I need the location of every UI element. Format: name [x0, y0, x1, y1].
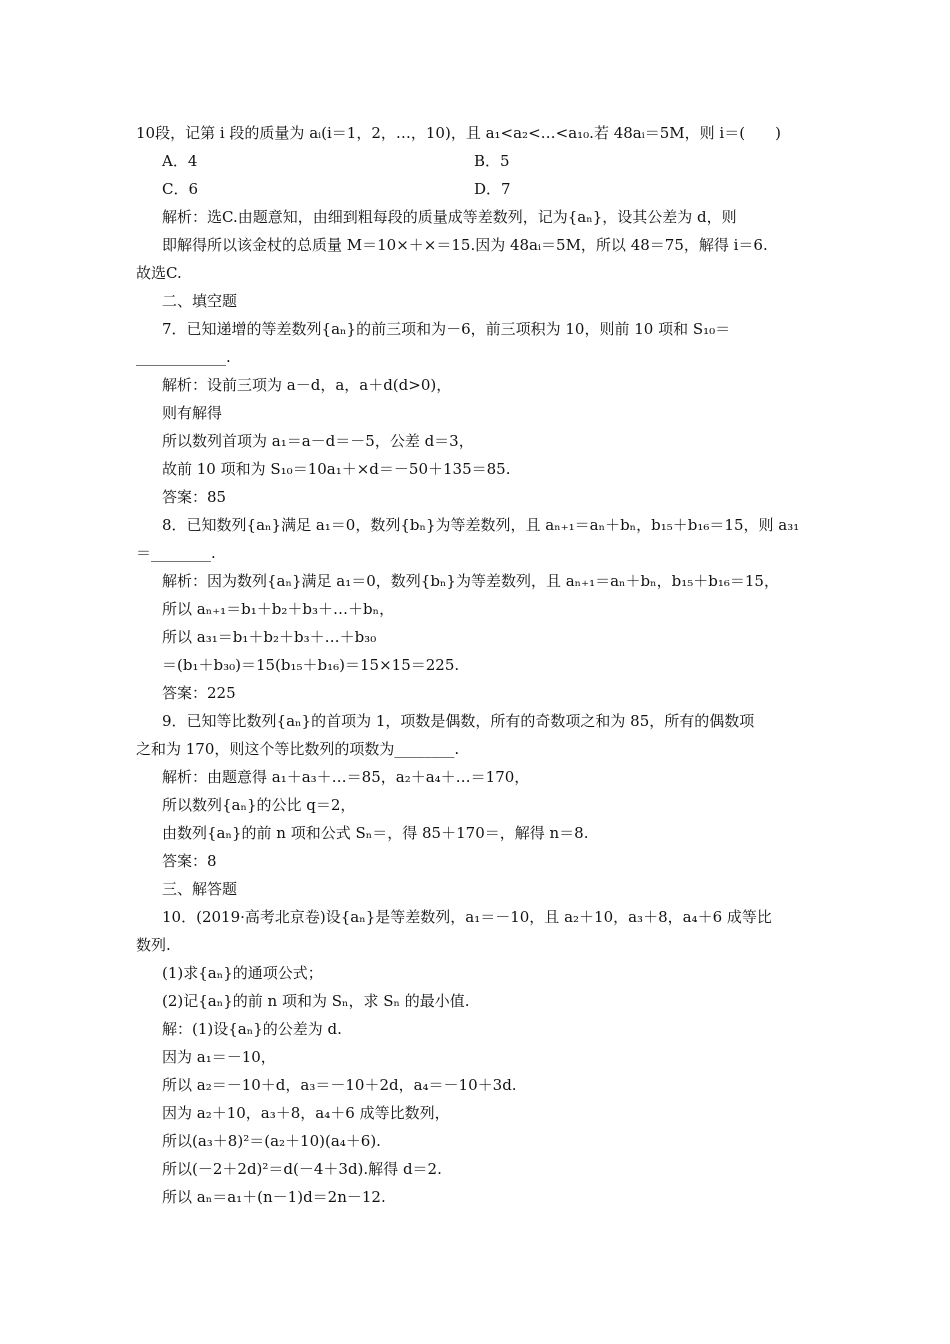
q9-solution-line: 所以数列{aₙ}的公比 q＝2， [162, 796, 356, 814]
q9-answer: 答案：8 [162, 852, 217, 870]
q10-solution-line: 所以 aₙ＝a₁＋(n－1)d＝2n－12. [162, 1188, 386, 1206]
q10-solution-line: 解：(1)设{aₙ}的公差为 d. [162, 1020, 342, 1038]
q10-solution-line: 因为 a₁＝－10， [162, 1048, 276, 1066]
q10-stem: 10．(2019·高考北京卷)设{aₙ}是等差数列，a₁＝－10，且 a₂＋10，a₃＋8，a₄＋6 成等比 [162, 908, 772, 926]
q8-answer: 答案：225 [162, 684, 236, 702]
q10-solution-line: 所以 a₂＝－10＋d，a₃＝－10＋2d，a₄＝－10＋3d. [162, 1076, 517, 1094]
q9-stem: 9．已知等比数列{aₙ}的首项为 1，项数是偶数，所有的奇数项之和为 85，所有的偶数项 [162, 712, 755, 730]
q10-solution-line: 所以(－2＋2d)²＝d(－4＋3d).解得 d＝2. [162, 1160, 442, 1178]
q10-part-2: (2)记{aₙ}的前 n 项和为 Sₙ，求 Sₙ 的最小值. [162, 992, 470, 1010]
q10-solution-line: 因为 a₂＋10，a₃＋8，a₄＋6 成等比数列， [162, 1104, 450, 1122]
q6-option-b: B．5 [474, 152, 510, 170]
q7-stem-blank: ____________. [136, 348, 231, 366]
q7-solution-line: 故前 10 项和为 S₁₀＝10a₁＋×d＝－50＋135＝85. [162, 460, 511, 478]
section-heading-fill-in: 二、填空题 [162, 292, 238, 310]
q6-option-c: C．6 [162, 180, 199, 198]
q8-stem-blank: ＝________. [136, 544, 216, 562]
q6-solution-line: 解析：选C.由题意知，由细到粗每段的质量成等差数列，记为{aₙ}，设其公差为 d，则 [162, 208, 737, 226]
q8-solution-line: 所以 a₃₁＝b₁＋b₂＋b₃＋…＋b₃₀ [162, 628, 377, 646]
q8-solution-line: ＝(b₁＋b₃₀)＝15(b₁₅＋b₁₆)＝15×15＝225. [162, 656, 460, 674]
q9-solution-line: 由数列{aₙ}的前 n 项和公式 Sₙ＝，得 85＋170＝，解得 n＝8. [162, 824, 589, 842]
section-heading-solve: 三、解答题 [162, 880, 238, 898]
q9-solution-line: 解析：由题意得 a₁＋a₃＋…＝85，a₂＋a₄＋…＝170， [162, 768, 530, 786]
q8-stem: 8．已知数列{aₙ}满足 a₁＝0，数列{bₙ}为等差数列，且 aₙ₊₁＝aₙ＋bₙ，b₁₅＋b₁₆＝15，则 a₃₁ [162, 516, 800, 534]
q7-stem: 7．已知递增的等差数列{aₙ}的前三项和为－6，前三项积为 10，则前 10 项和 S₁₀＝ [162, 320, 731, 338]
q7-solution-line: 则有解得 [162, 404, 223, 422]
q7-answer: 答案：85 [162, 488, 227, 506]
q8-solution-line: 解析：因为数列{aₙ}满足 a₁＝0，数列{bₙ}为等差数列，且 aₙ₊₁＝aₙ＋bₙ，b₁₅＋b₁₆＝15， [162, 572, 779, 590]
q8-solution-line: 所以 aₙ₊₁＝b₁＋b₂＋b₃＋…＋bₙ， [162, 600, 395, 618]
q6-solution-line: 故选C. [136, 264, 182, 282]
q10-solution-line: 所以(a₃＋8)²＝(a₂＋10)(a₄＋6). [162, 1132, 381, 1150]
q10-part-1: (1)求{aₙ}的通项公式； [162, 964, 323, 982]
q6-option-a: A．4 [162, 152, 198, 170]
q7-solution-line: 所以数列首项为 a₁＝a－d＝－5，公差 d＝3， [162, 432, 474, 450]
q7-solution-line: 解析：设前三项为 a－d，a，a＋d(d>0)， [162, 376, 452, 394]
q9-stem-cont: 之和为 170，则这个等比数列的项数为________. [136, 740, 460, 758]
q6-option-d: D．7 [474, 180, 511, 198]
q6-stem: 10段，记第 i 段的质量为 aᵢ(i＝1，2，…，10)，且 a₁<a₂<…<a₁₀.若 48aᵢ＝5M，则 i＝( ) [136, 124, 781, 142]
q10-stem-cont: 数列. [136, 936, 171, 954]
q6-solution-line: 即解得所以该金杖的总质量 M＝10×＋×＝15.因为 48aᵢ＝5M，所以 48＝75，解得 i＝6. [162, 236, 768, 254]
